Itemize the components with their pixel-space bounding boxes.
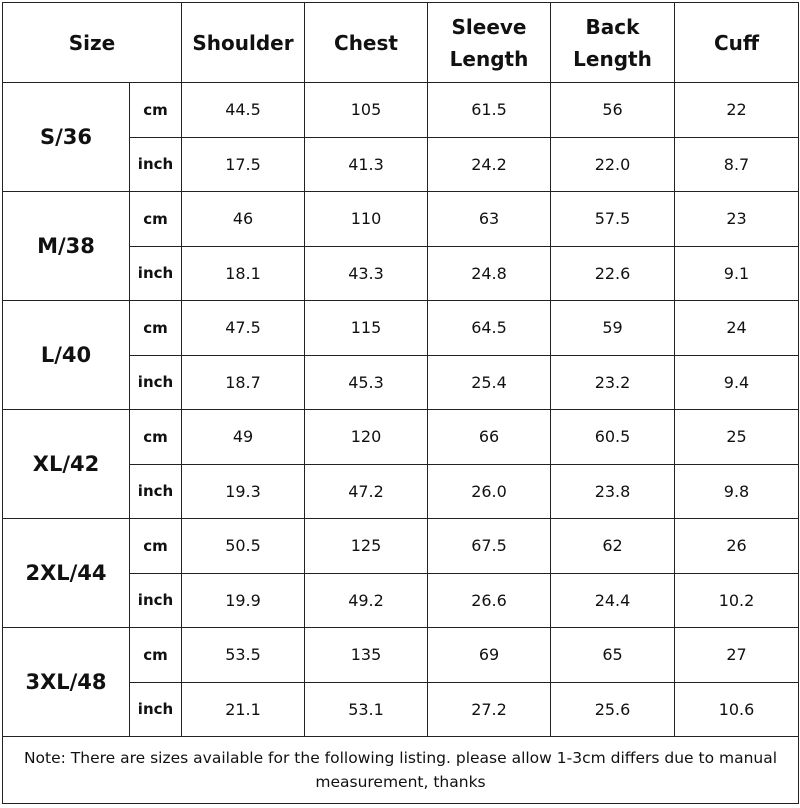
header-sleeve-length <box>428 3 551 83</box>
measurement-cell: 47.5 <box>182 301 305 356</box>
measurement-cell: 50.5 <box>182 519 305 574</box>
note-text: Note: There are sizes available for the following listing. please allow 1-3cm differs due to manual measurement, thanks <box>3 737 799 804</box>
measurement-cell: 53.5 <box>182 628 305 683</box>
unit-label: inch <box>130 137 182 192</box>
measurement-cell: 27.2 <box>428 682 551 737</box>
measurement-cell: 9.4 <box>675 355 799 410</box>
header-sleeve-line2: Length <box>449 46 529 71</box>
header-shoulder: Shoulder <box>182 3 305 83</box>
measurement-cell: 24.8 <box>428 246 551 301</box>
header-back-line1: Back <box>585 14 640 39</box>
measurement-cell: 26 <box>675 519 799 574</box>
measurement-cell: 66 <box>428 410 551 465</box>
measurement-cell: 27 <box>675 628 799 683</box>
measurement-cell: 24 <box>675 301 799 356</box>
table-row <box>3 192 799 247</box>
size-label: M/38 <box>3 192 130 301</box>
table-row <box>3 83 799 138</box>
unit-label: cm <box>130 628 182 683</box>
unit-label: cm <box>130 83 182 138</box>
measurement-cell: 62 <box>551 519 675 574</box>
measurement-cell: 19.9 <box>182 573 305 628</box>
measurement-cell: 10.6 <box>675 682 799 737</box>
measurement-cell: 57.5 <box>551 192 675 247</box>
measurement-cell: 110 <box>305 192 428 247</box>
measurement-cell: 41.3 <box>305 137 428 192</box>
measurement-cell: 23 <box>675 192 799 247</box>
unit-label: inch <box>130 246 182 301</box>
measurement-cell: 115 <box>305 301 428 356</box>
measurement-cell: 45.3 <box>305 355 428 410</box>
measurement-cell: 23.2 <box>551 355 675 410</box>
table-row <box>3 519 799 574</box>
measurement-cell: 9.1 <box>675 246 799 301</box>
measurement-cell: 22.6 <box>551 246 675 301</box>
measurement-cell: 49.2 <box>305 573 428 628</box>
header-size: Size <box>3 3 182 83</box>
measurement-cell: 43.3 <box>305 246 428 301</box>
measurement-cell: 60.5 <box>551 410 675 465</box>
measurement-cell: 64.5 <box>428 301 551 356</box>
unit-label: cm <box>130 410 182 465</box>
table-row <box>3 628 799 683</box>
measurement-cell: 24.4 <box>551 573 675 628</box>
measurement-cell: 47.2 <box>305 464 428 519</box>
measurement-cell: 9.8 <box>675 464 799 519</box>
measurement-cell: 53.1 <box>305 682 428 737</box>
unit-label: inch <box>130 573 182 628</box>
size-chart-table <box>2 2 799 804</box>
unit-label: cm <box>130 192 182 247</box>
header-row <box>3 3 799 83</box>
measurement-cell: 17.5 <box>182 137 305 192</box>
measurement-cell: 56 <box>551 83 675 138</box>
measurement-cell: 21.1 <box>182 682 305 737</box>
header-sleeve-line1: Sleeve <box>451 14 527 39</box>
table-row <box>3 301 799 356</box>
measurement-cell: 10.2 <box>675 573 799 628</box>
size-label: L/40 <box>3 301 130 410</box>
measurement-cell: 120 <box>305 410 428 465</box>
measurement-cell: 26.0 <box>428 464 551 519</box>
header-cuff: Cuff <box>675 3 799 83</box>
measurement-cell: 18.1 <box>182 246 305 301</box>
measurement-cell: 25.6 <box>551 682 675 737</box>
measurement-cell: 19.3 <box>182 464 305 519</box>
measurement-cell: 22.0 <box>551 137 675 192</box>
measurement-cell: 125 <box>305 519 428 574</box>
header-chest: Chest <box>305 3 428 83</box>
measurement-cell: 24.2 <box>428 137 551 192</box>
measurement-cell: 63 <box>428 192 551 247</box>
measurement-cell: 61.5 <box>428 83 551 138</box>
size-label: 2XL/44 <box>3 519 130 628</box>
measurement-cell: 59 <box>551 301 675 356</box>
unit-label: cm <box>130 519 182 574</box>
measurement-cell: 22 <box>675 83 799 138</box>
note-row <box>3 737 799 804</box>
measurement-cell: 65 <box>551 628 675 683</box>
size-chart-body <box>3 83 799 737</box>
unit-label: cm <box>130 301 182 356</box>
measurement-cell: 135 <box>305 628 428 683</box>
measurement-cell: 8.7 <box>675 137 799 192</box>
measurement-cell: 25 <box>675 410 799 465</box>
measurement-cell: 67.5 <box>428 519 551 574</box>
size-label: S/36 <box>3 83 130 192</box>
header-back-length <box>551 3 675 83</box>
measurement-cell: 23.8 <box>551 464 675 519</box>
measurement-cell: 105 <box>305 83 428 138</box>
measurement-cell: 49 <box>182 410 305 465</box>
unit-label: inch <box>130 682 182 737</box>
measurement-cell: 46 <box>182 192 305 247</box>
unit-label: inch <box>130 355 182 410</box>
measurement-cell: 69 <box>428 628 551 683</box>
table-row <box>3 410 799 465</box>
measurement-cell: 25.4 <box>428 355 551 410</box>
unit-label: inch <box>130 464 182 519</box>
size-label: 3XL/48 <box>3 628 130 737</box>
measurement-cell: 26.6 <box>428 573 551 628</box>
measurement-cell: 18.7 <box>182 355 305 410</box>
size-label: XL/42 <box>3 410 130 519</box>
header-back-line2: Length <box>573 46 652 71</box>
measurement-cell: 44.5 <box>182 83 305 138</box>
